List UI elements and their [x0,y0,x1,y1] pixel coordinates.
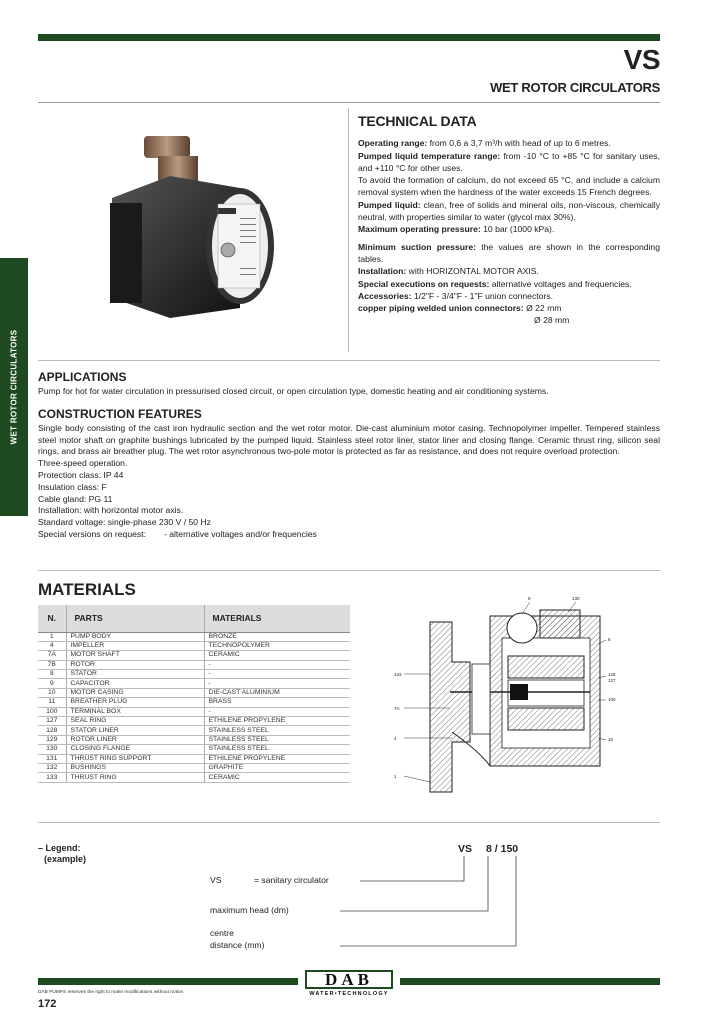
cell-part: TERMINAL BOX [66,707,204,716]
cell-part: STATOR LINER [66,726,204,735]
cell-number: 132 [38,763,66,772]
divider [38,570,660,571]
dab-logo: DAB WATER•TECHNOLOGY [298,968,400,998]
table-row [38,651,350,660]
diagram-label: 4 [394,736,397,741]
column-header: N. [38,605,66,632]
technical-data [358,115,660,327]
cell-number: 8 [38,670,66,679]
cell-material: - [204,679,350,688]
cell-number: 130 [38,745,66,754]
applications-section [38,372,660,398]
cell-number: 7A [38,651,66,660]
cell-part: PUMP BODY [66,632,204,641]
legend-title: – Legend: (example) [38,843,87,864]
table-row [38,717,350,726]
table-row [38,688,350,697]
min-suction: Minimum suction pressure: the values are shown in the corresponding tables. [358,241,660,264]
construction-special: Special versions on request: - alternative voltages and/or frequencies [38,528,317,539]
cell-material: CERAMIC [204,651,350,660]
cell-material: BRONZE [204,632,350,641]
cell-material: STAINLESS STEEL [204,745,350,754]
diagram-label: 8 [608,637,611,642]
table-row [38,735,350,744]
cell-material: BRASS [204,698,350,707]
diagram-label: 1 [394,774,397,779]
cell-part: STATOR [66,670,204,679]
cell-number: 1 [38,632,66,641]
diagram-label: 7A [394,706,400,711]
cell-part: IMPELLER [66,641,204,650]
table-row [38,726,350,735]
diagram-label: 130 [572,596,580,601]
diagram-label: 127 [608,678,616,683]
construction-line: Three-speed operation. [38,458,128,469]
cell-number: 127 [38,717,66,726]
cell-number: 4 [38,641,66,650]
materials-table-body [38,632,350,782]
table-row [38,641,350,650]
liquid-temperature: Pumped liquid temperature range: from -10 °C to +85 °C for sanitary uses, and +110 °C for other uses. [358,150,660,173]
column-header: MATERIALS [204,605,350,632]
diagram-label: 9 [528,596,531,601]
diagram-label: 133 [394,672,402,677]
legend-centre-text: distance (mm) [210,940,265,950]
side-tab-label: WET ROTOR CIRCULATORS [9,329,19,445]
table-row [38,773,350,782]
column-header: PARTS [66,605,204,632]
cell-number: 129 [38,735,66,744]
copper-connectors-2: Ø 28 mm [534,315,570,326]
pump-image [100,128,300,328]
construction-line: Cable gland: PG 11 [38,493,113,504]
cell-part: ROTOR [66,660,204,669]
table-row [38,745,350,754]
materials-table [38,605,350,783]
pumped-liquid: Pumped liquid: clean, free of solids and mineral oils, non-viscous, chemically neutral, with properties similar to water (glycol max 30%). [358,199,660,223]
construction-section [38,409,660,541]
product-code: VS [623,44,660,75]
applications-title: APPLICATIONS [38,370,127,384]
side-tab [0,258,28,516]
cell-number: 100 [38,707,66,716]
legend-centre-text: centre [210,928,234,938]
cell-number: 131 [38,754,66,763]
table-header-row [38,605,350,632]
table-row [38,670,350,679]
cell-part: THRUST RING SUPPORT [66,754,204,763]
disclaimer: DAB PUMPS reserves the right to make modifications without notice. [38,990,185,995]
cell-part: CLOSING FLANGE [66,745,204,754]
legend-vs-text: = sanitary circulator [254,875,329,885]
cell-part: SEAL RING [66,717,204,726]
cell-material: DIE-CAST ALUMINIUM [204,688,350,697]
cell-number: 10 [38,688,66,697]
cell-material: ETHILENE PROPYLENE [204,754,350,763]
cell-number: 9 [38,679,66,688]
table-row [38,763,350,772]
cell-part: BUSHINGS [66,763,204,772]
top-rule [38,34,660,41]
table-row [38,660,350,669]
product-category: WET ROTOR CIRCULATORS [490,80,660,95]
cell-material: - [204,707,350,716]
cell-part: MOTOR SHAFT [66,651,204,660]
divider [38,360,660,361]
diagram-label: 10 [608,737,614,742]
table-row [38,754,350,763]
calcium-note: To avoid the formation of calcium, do not exceed 65 °C, and include a calcium removal system when the hardness of the water exceeds 15 French degrees. [358,175,660,198]
construction-line: Insulation class: F [38,481,107,492]
cell-number: 11 [38,698,66,707]
cell-material: STAINLESS STEEL [204,726,350,735]
technical-data-title: TECHNICAL DATA [358,113,477,129]
cell-number: 7B [38,660,66,669]
table-row [38,707,350,716]
table-row [38,679,350,688]
cell-material: - [204,660,350,669]
cross-section-diagram [390,592,620,804]
cell-number: 128 [38,726,66,735]
cell-material: - [204,670,350,679]
column-divider [348,108,349,352]
divider [38,822,660,823]
max-pressure: Maximum operating pressure: 10 bar (1000 kPa). [358,224,555,235]
installation: Installation: with HORIZONTAL MOTOR AXIS. [358,266,539,277]
operating-range: Operating range: from 0,6 a 3,7 m³/h with head of up to 6 metres. [358,138,611,149]
construction-line: Installation: with horizontal motor axis. [38,505,184,516]
diagram-label: 100 [608,697,616,702]
legend-vs-label: VS [210,875,222,885]
construction-line: Standard voltage: single-phase 230 V / 50 Hz [38,517,211,528]
legend-leader-lines [340,852,530,948]
legend-code: VS 8 / 150 [458,843,519,855]
diagram-label: 128 [608,672,616,677]
table-row [38,632,350,641]
copper-connectors: copper piping welded union connectors: Ø 22 mm [358,303,562,314]
cell-material: STAINLESS STEEL [204,735,350,744]
page-number: 172 [38,998,57,1010]
cell-part: THRUST RING [66,773,204,782]
cell-part: ROTOR LINER [66,735,204,744]
legend-head-text: maximum head (dm) [210,905,289,915]
cell-material: CERAMIC [204,773,350,782]
cell-number: 133 [38,773,66,782]
cell-part: CAPACITOR [66,679,204,688]
table-row [38,698,350,707]
divider [38,102,660,103]
cell-material: ETHILENE PROPYLENE [204,717,350,726]
construction-title: CONSTRUCTION FEATURES [38,407,202,421]
cell-part: MOTOR CASING [66,688,204,697]
cell-material: GRAPHITE [204,763,350,772]
special-executions: Special executions on requests: alternative voltages and frequencies. [358,278,632,289]
construction-line: Protection class: IP 44 [38,469,124,480]
cell-material: TECHNOPOLYMER [204,641,350,650]
applications-text: Pump for hot for water circulation in pressurised closed circuit, or open circulation type, domestic heating and air conditioning systems. [38,385,549,396]
construction-text: Single body consisting of the cast iron hydraulic section and the wet rotor motor. Die-cast aluminium motor casing. Technopolymer impeller. Tempered stainless steel motor shaft on graphite bushings lubricated by the pumped liquid. Stainless steel rotor liner, stator liner and closing flange. Ceramic thrust ring, silicon seal rings, and brass air breather plug. The wet rotor asynchronous two-pole motor is protected as far as resistance, and does not require overload protection. [38,422,660,457]
accessories: Accessories: 1/2"F - 3/4"F - 1"F union connectors. [358,290,553,301]
cell-part: BREATHER PLUG [66,698,204,707]
materials-title: MATERIALS [38,580,136,599]
